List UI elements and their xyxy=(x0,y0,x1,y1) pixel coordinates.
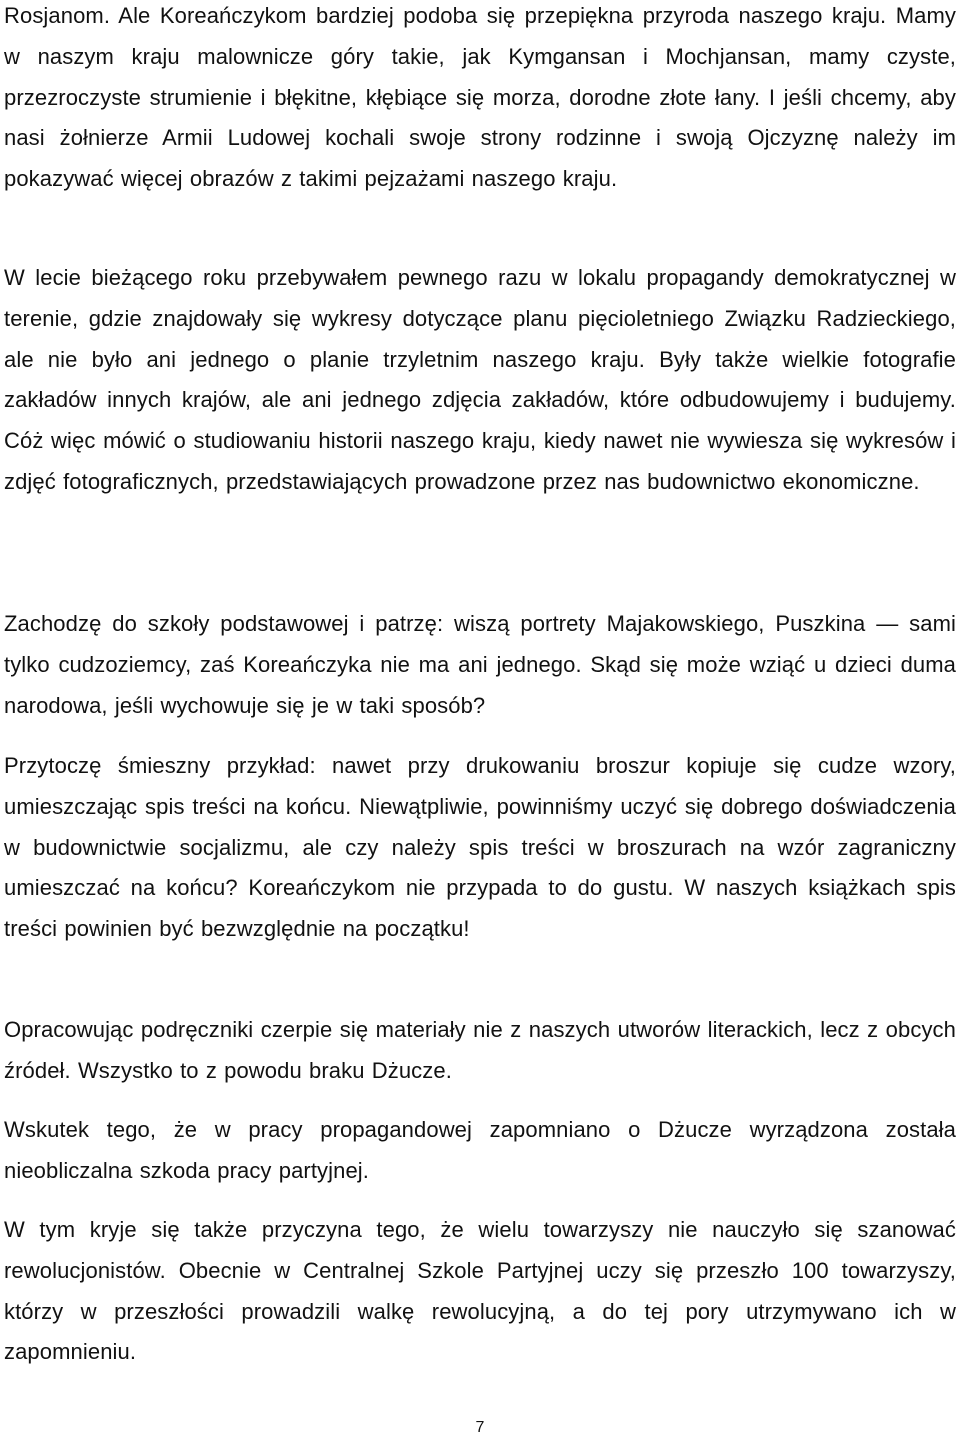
paragraph-6: Wskutek tego, że w pracy propagandowej zapomniano o Dżucze wyrządzona została nieobliczalna szkoda pracy partyjnej. xyxy=(4,1117,956,1183)
paragraph-3: Zachodzę do szkoły podstawowej i patrzę: wiszą portrety Majakowskiego, Puszkina — sami tylko cudzoziemcy, zaś Koreańczyka nie ma ani jednego. Skąd się może wziąć u dzieci duma narodowa, jeśli wychowuje się je w taki sposób? xyxy=(4,611,956,718)
paragraph-7: W tym kryje się także przyczyna tego, że wielu towarzyszy nie nauczyło się szanować rewolucjonistów. Obecnie w Centralnej Szkole Partyjnej uczy się przeszło 100 towarzyszy, którzy w przeszłości prowadzili walkę rewolucyjną, a do tej pory utrzymywano ich w zapomnieniu. xyxy=(4,1217,956,1365)
page-number: 7 xyxy=(475,1419,485,1436)
paragraph-5: Opracowując podręczniki czerpie się materiały nie z naszych utworów literackich, lecz z obcych źródeł. Wszystko to z powodu braku Dżucze. xyxy=(4,1017,956,1083)
paragraph-2: W lecie bieżącego roku przebywałem pewnego razu w lokalu propagandy demokratycznej w terenie, gdzie znajdowały się wykresy dotyczące planu pięcioletniego Związku Radzieckiego, ale nie było ani jednego o planie trzyletnim naszego kraju. Były także wielkie fotografie zakładów innych krajów, ale ani jednego zdjęcia zakładów, które odbudowujemy i budujemy. Cóż więc mówić o studiowaniu historii naszego kraju, kiedy nawet nie wywiesza się wykresów i zdjęć fotograficznych, przedstawiających prowadzone przez nas budownictwo ekonomiczne. xyxy=(4,265,956,494)
paragraph-1: Rosjanom. Ale Koreańczykom bardziej podoba się przepiękna przyroda naszego kraju. Mamy w naszym kraju malownicze góry takie, jak Kymgansan i Mochjansan, mamy czyste, przezroczyste strumienie i błękitne, kłębiące się morza, dorodne złote łany. I jeśli chcemy, aby nasi żołnierze Armii Ludowej kochali swoje strony rodzinne i swoją Ojczyznę należy im pokazywać więcej obrazów z takimi pejzażami naszego kraju. xyxy=(4,3,956,192)
paragraph-4: Przytoczę śmieszny przykład: nawet przy drukowaniu broszur kopiuje się cudze wzory, umieszczając spis treści na końcu. Niewątpliwie, powinniśmy uczyć się dobrego doświadczenia w budownictwie socjalizmu, ale czy należy spis treści w broszurach na wzór zagraniczny umieszczać na końcu? Koreańczykom nie przypada to do gustu. W naszych książkach spis treści powinien być bezwzględnie na początku! xyxy=(4,753,956,942)
